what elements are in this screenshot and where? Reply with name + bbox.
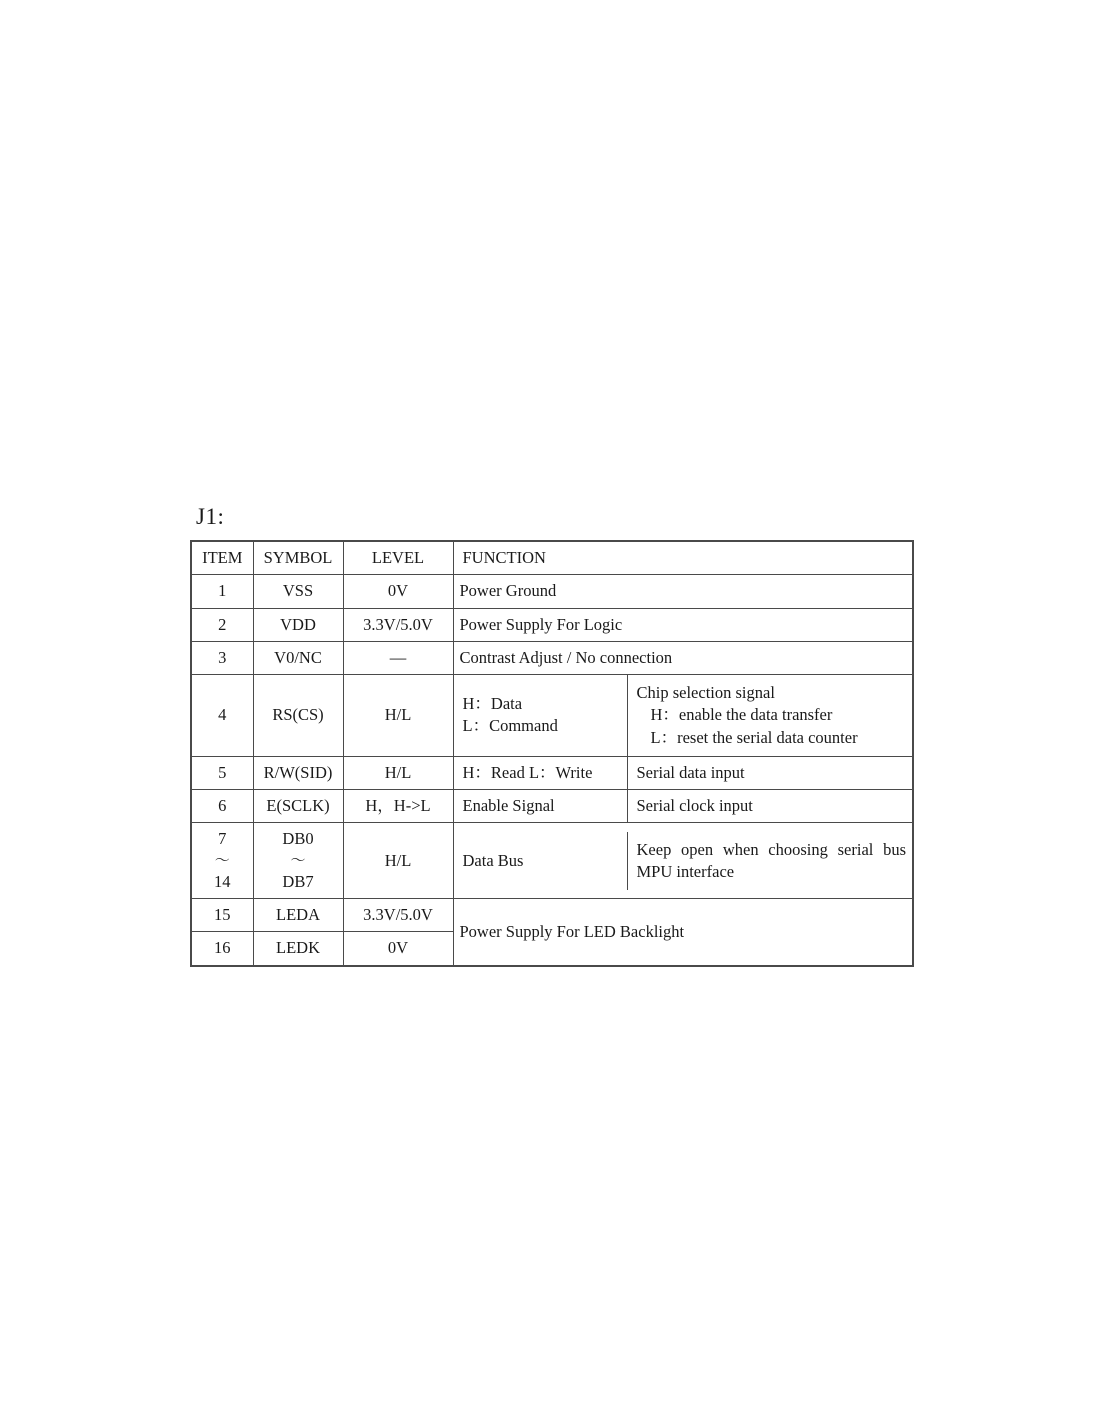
cell-symbol: V0/NC [253, 641, 343, 674]
symbol-range-end: DB7 [282, 871, 314, 891]
cell-function-split [453, 675, 913, 757]
connector-label: J1: [196, 504, 225, 529]
cell-symbol-range [253, 823, 343, 899]
pin-assignment-table [190, 540, 914, 967]
cell-item: 6 [191, 790, 253, 823]
cell-item: 1 [191, 575, 253, 608]
table-row [191, 899, 913, 932]
cell-function-levels: H：Read L：Write [454, 757, 628, 789]
cell-symbol: RS(CS) [253, 675, 343, 757]
cell-item-range [191, 823, 253, 899]
cell-function: Power Ground [453, 575, 913, 608]
cell-level: 3.3V/5.0V [343, 899, 453, 932]
table-row [191, 675, 913, 757]
function-desc-line-1: Chip selection signal [636, 683, 775, 703]
cell-symbol: E(SCLK) [253, 790, 343, 823]
cell-function-split [453, 790, 913, 823]
cell-function-backlight: Power Supply For LED Backlight [453, 899, 913, 966]
cell-function: Power Supply For Logic [453, 608, 913, 641]
cell-symbol: LEDK [253, 932, 343, 966]
item-range-end: 14 [214, 871, 231, 891]
cell-item: 4 [191, 675, 253, 757]
table-row [191, 756, 913, 789]
cell-function-description: Keep open when choosing serial bus MPU interface [636, 839, 906, 881]
item-range-start: 7 [218, 829, 227, 849]
cell-symbol: R/W(SID) [253, 756, 343, 789]
cell-function: Contrast Adjust / No connection [453, 641, 913, 674]
cell-function-description: Serial clock input [636, 796, 753, 816]
cell-function-levels [454, 675, 628, 756]
cell-symbol: VSS [253, 575, 343, 608]
function-level-line-2: L：Command [462, 716, 558, 736]
cell-level: H/L [343, 756, 453, 789]
cell-function-split [453, 756, 913, 789]
cell-level: 0V [343, 575, 453, 608]
cell-function-split [453, 823, 913, 899]
column-header-symbol: SYMBOL [253, 541, 343, 575]
table-header-row [191, 541, 913, 575]
function-desc-line-3: L：reset the serial data counter [650, 727, 858, 747]
table-row [191, 641, 913, 674]
cell-item: 15 [191, 899, 253, 932]
cell-level: H/L [343, 823, 453, 899]
cell-level: 0V [343, 932, 453, 966]
cell-level: H/L [343, 675, 453, 757]
cell-level: — [343, 641, 453, 674]
symbol-range-start: DB0 [282, 829, 314, 849]
cell-function-levels: Enable Signal [454, 790, 628, 822]
function-desc-line-2: H：enable the data transfer [650, 705, 833, 725]
table-row [191, 823, 913, 899]
cell-item: 5 [191, 756, 253, 789]
cell-item: 16 [191, 932, 253, 966]
cell-level: H，H->L [343, 790, 453, 823]
cell-item: 2 [191, 608, 253, 641]
symbol-range-tilde: ～ [290, 852, 306, 869]
column-header-level: LEVEL [343, 541, 453, 575]
pin-assignment-table-container [190, 540, 914, 967]
item-range-tilde: ～ [214, 852, 230, 869]
column-header-item: ITEM [191, 541, 253, 575]
column-header-function: FUNCTION [453, 541, 913, 575]
cell-function-levels: Data Bus [454, 832, 628, 891]
cell-item: 3 [191, 641, 253, 674]
cell-symbol: LEDA [253, 899, 343, 932]
table-row [191, 575, 913, 608]
table-row [191, 790, 913, 823]
cell-function-description [627, 675, 912, 756]
cell-function-description: Serial data input [636, 762, 745, 782]
cell-symbol: VDD [253, 608, 343, 641]
function-level-line-1: H：Data [462, 694, 523, 714]
cell-level: 3.3V/5.0V [343, 608, 453, 641]
table-row [191, 608, 913, 641]
